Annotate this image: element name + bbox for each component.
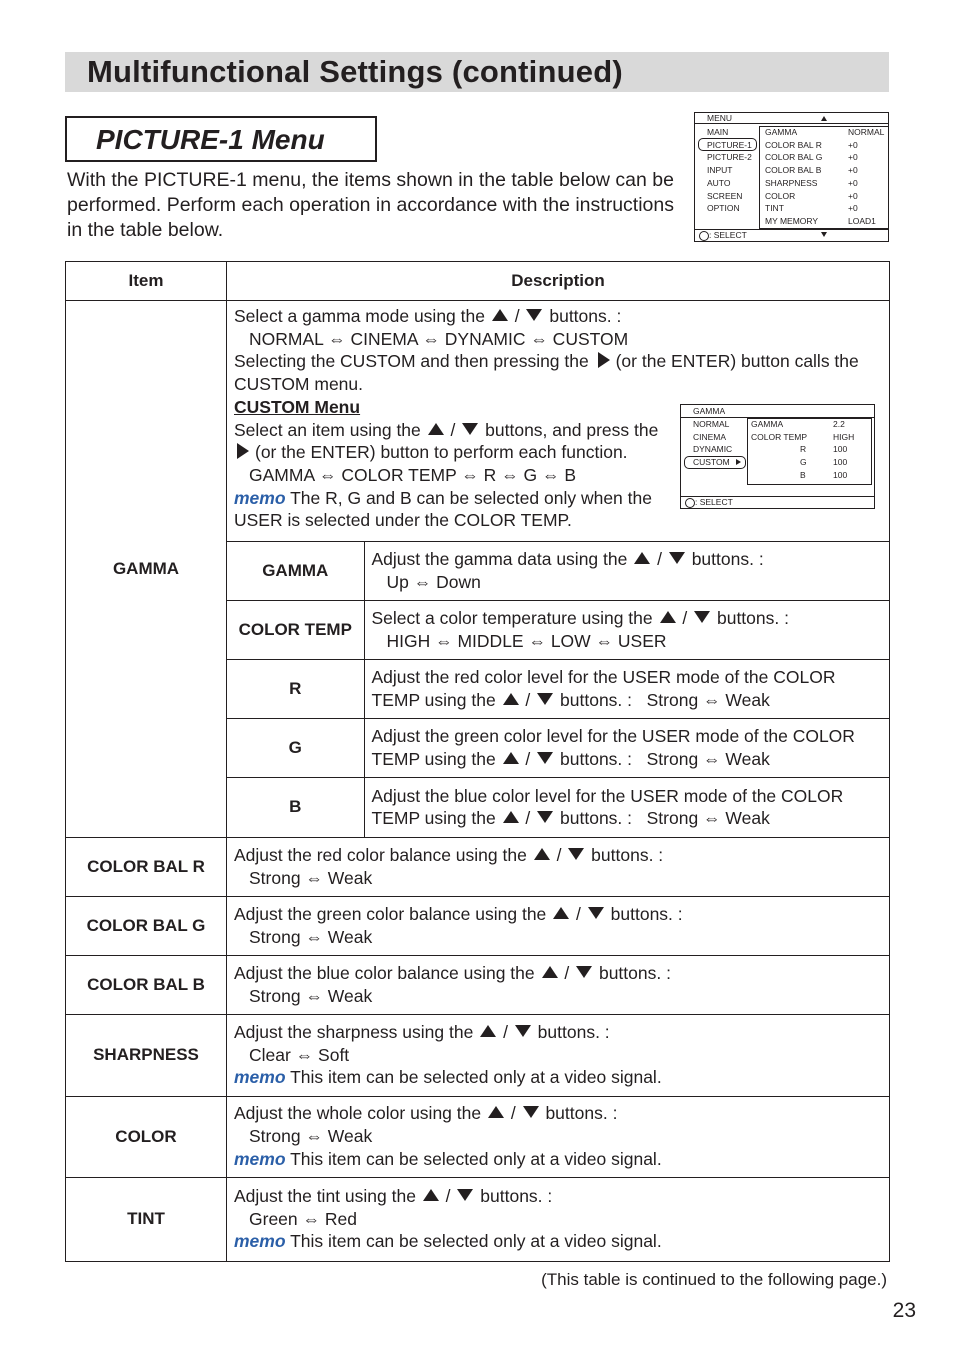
table-row xyxy=(66,837,890,896)
item-label: SHARPNESS xyxy=(66,1014,227,1096)
osd-gamma-right-value: 100 xyxy=(833,444,848,455)
sub-item-description: Adjust the gamma data using the / buttons. : Up ⇔ Down xyxy=(364,542,889,601)
osd-menu-footer-text: : SELECT xyxy=(709,230,747,240)
osd-menu-image xyxy=(694,112,889,242)
osd-gamma-right-value: 2.2 xyxy=(833,419,845,429)
osd-gamma-right-label: GAMMA xyxy=(751,419,784,429)
osd-menu-header xyxy=(695,113,888,124)
item-description: Adjust the green color balance using the / buttons. : Strong ⇔ Weak xyxy=(227,896,890,955)
osd-menu-right-label: GAMMA xyxy=(765,127,798,137)
down-arrow-icon xyxy=(694,611,710,623)
sub-item-description: Adjust the blue color level for the USER mode of the COLOR TEMP using the / buttons. : Strong ⇔ Weak xyxy=(364,778,889,837)
select-icon xyxy=(685,498,695,508)
osd-menu-right-value: +0 xyxy=(848,139,858,150)
osd-menu-right-value: +0 xyxy=(848,203,858,214)
up-arrow-icon xyxy=(423,1189,439,1201)
custom-items: GAMMA ⇔ COLOR TEMP ⇔ R ⇔ G ⇔ B xyxy=(249,464,577,485)
sub-item-description: Adjust the red color level for the USER mode of the COLOR TEMP using the / buttons. : Strong ⇔ Weak xyxy=(364,660,889,719)
up-arrow-icon xyxy=(542,966,558,978)
continued-note: (This table is continued to the following page.) xyxy=(541,1270,887,1289)
osd-menu-title: MENU xyxy=(707,113,733,123)
osd-gamma-right-value: 100 xyxy=(833,469,848,480)
up-arrow-icon xyxy=(534,848,550,860)
gamma-sub-row xyxy=(227,778,889,837)
osd-gamma-header xyxy=(681,405,874,418)
sub-item-label: GAMMA xyxy=(227,542,364,601)
column-header-item: Item xyxy=(66,262,227,301)
down-arrow-icon xyxy=(537,811,553,823)
down-arrow-icon xyxy=(537,752,553,764)
item-label: COLOR BAL G xyxy=(66,896,227,955)
osd-menu-left-item: INPUT xyxy=(707,165,733,176)
down-arrow-icon xyxy=(462,423,478,435)
table-row xyxy=(66,1014,890,1096)
right-arrow-icon xyxy=(598,352,610,368)
gamma-line-5: Select an item using the / buttons, and press the xyxy=(234,419,659,440)
table-row xyxy=(66,896,890,955)
page-title: Multifunctional Settings (continued) xyxy=(87,54,623,89)
sub-item-description: Select a color temperature using the / buttons. : HIGH ⇔ MIDDLE ⇔ LOW ⇔ USER xyxy=(364,601,889,660)
osd-menu-right-value: +0 xyxy=(848,165,858,176)
gamma-modes: NORMAL ⇔ CINEMA ⇔ DYNAMIC ⇔ CUSTOM xyxy=(249,328,629,349)
item-label: TINT xyxy=(66,1177,227,1261)
sub-item-label: R xyxy=(227,660,364,719)
down-arrow-icon xyxy=(669,552,685,564)
down-arrow-icon xyxy=(457,1189,473,1201)
osd-menu-right-label: COLOR BAL B xyxy=(765,165,822,176)
gamma-line-6: (or the ENTER) button to perform each function. xyxy=(234,442,628,462)
gamma-sub-row xyxy=(227,542,889,601)
table-row xyxy=(66,955,890,1014)
item-description: Adjust the whole color using the / buttons. : Strong ⇔ Weak memo This item can be selected only at a video signal. xyxy=(227,1096,890,1177)
intro-paragraph: With the PICTURE-1 menu, the items shown in the table below can be performed. Perform each operation in accordance with the instructions in the table below. xyxy=(67,169,674,241)
up-arrow-icon xyxy=(488,1106,504,1118)
osd-gamma-right-label: G xyxy=(800,457,807,468)
up-arrow-icon xyxy=(492,309,508,321)
osd-gamma-title: GAMMA xyxy=(693,406,726,416)
osd-menu-right-value: +0 xyxy=(848,190,858,201)
gamma-line-1: Select a gamma mode using the / buttons. : xyxy=(234,306,622,326)
osd-gamma-left-item: CUSTOM xyxy=(693,457,730,468)
osd-menu-footer xyxy=(695,229,888,241)
osd-gamma-right-label: B xyxy=(800,469,806,480)
sub-item-label: B xyxy=(227,778,364,837)
up-arrow-icon xyxy=(503,811,519,823)
gamma-memo: memo The R, G and B can be selected only when the USER is selected under the COLOR TEMP. xyxy=(234,487,652,531)
osd-menu-left-item: PICTURE-2 xyxy=(707,152,752,163)
item-label: COLOR BAL B xyxy=(66,955,227,1014)
osd-gamma-left-item: CINEMA xyxy=(693,431,727,442)
section-title: PICTURE-1 Menu xyxy=(96,124,325,155)
right-arrow-icon xyxy=(237,443,249,459)
item-description: Adjust the blue color balance using the / buttons. : Strong ⇔ Weak xyxy=(227,955,890,1014)
gamma-description-cell xyxy=(227,301,890,838)
up-arrow-icon xyxy=(480,1025,496,1037)
title-bar xyxy=(65,52,889,92)
gamma-sub-row xyxy=(227,660,889,719)
up-arrow-icon xyxy=(503,752,519,764)
gamma-sub-row xyxy=(227,601,889,660)
scroll-down-icon xyxy=(821,232,827,237)
up-arrow-icon xyxy=(428,423,444,435)
osd-menu-left-item: AUTO xyxy=(707,177,731,188)
osd-gamma-image xyxy=(680,404,875,509)
page-number: 23 xyxy=(892,1299,916,1322)
gamma-sub-table xyxy=(227,541,889,837)
item-description: Adjust the red color balance using the / buttons. : Strong ⇔ Weak xyxy=(227,837,890,896)
down-arrow-icon xyxy=(526,309,542,321)
item-label: COLOR xyxy=(66,1096,227,1177)
picture1-table xyxy=(65,261,890,1262)
down-arrow-icon xyxy=(515,1025,531,1037)
right-arrow-icon xyxy=(736,459,741,465)
up-arrow-icon xyxy=(660,611,676,623)
osd-gamma-right-label: R xyxy=(800,444,807,455)
up-arrow-icon xyxy=(503,693,519,705)
osd-menu-right-label: SHARPNESS xyxy=(765,177,818,188)
item-gamma: GAMMA xyxy=(66,301,227,838)
gamma-line-3: Selecting the CUSTOM and then pressing the (or the ENTER) button calls the CUSTOM menu. xyxy=(234,351,859,395)
osd-menu-right-label: MY MEMORY xyxy=(765,215,819,226)
up-arrow-icon xyxy=(634,552,650,564)
item-label: COLOR BAL R xyxy=(66,837,227,896)
gamma-sub-row xyxy=(227,719,889,778)
osd-menu-right-value: LOAD1 xyxy=(848,215,876,226)
down-arrow-icon xyxy=(523,1106,539,1118)
osd-menu-right-value: +0 xyxy=(848,177,858,188)
gamma-description xyxy=(227,301,889,541)
item-description: Adjust the tint using the / buttons. : Green ⇔ Red memo This item can be selected only at a video signal. xyxy=(227,1177,890,1261)
osd-menu-right-label: COLOR BAL G xyxy=(765,152,823,163)
table-header-row xyxy=(66,262,890,301)
osd-gamma-right-value: 100 xyxy=(833,457,848,468)
sub-item-description: Adjust the green color level for the USER mode of the COLOR TEMP using the / buttons. : Strong ⇔ Weak xyxy=(364,719,889,778)
sub-item-label: G xyxy=(227,719,364,778)
osd-menu-left-item: MAIN xyxy=(707,127,729,137)
osd-gamma-footer xyxy=(681,496,874,508)
down-arrow-icon xyxy=(537,693,553,705)
osd-menu-right-value: +0 xyxy=(848,152,858,163)
up-arrow-icon xyxy=(553,907,569,919)
table-row xyxy=(66,1096,890,1177)
down-arrow-icon xyxy=(588,907,604,919)
osd-gamma-footer-text: : SELECT xyxy=(695,497,733,507)
section-heading-box xyxy=(65,116,377,162)
table-row xyxy=(66,1177,890,1261)
osd-gamma-right-value: HIGH xyxy=(833,431,855,442)
select-icon xyxy=(699,231,709,241)
column-header-description: Description xyxy=(227,262,890,301)
item-description: Adjust the sharpness using the / buttons. : Clear ⇔ Soft memo This item can be selected only at a video signal. xyxy=(227,1014,890,1096)
osd-menu-right-value: NORMAL xyxy=(848,127,885,137)
osd-menu-left-item: OPTION xyxy=(707,203,740,214)
down-arrow-icon xyxy=(568,848,584,860)
osd-menu-right-label: COLOR xyxy=(765,190,796,201)
custom-menu-heading: CUSTOM Menu xyxy=(234,396,361,417)
table-row-gamma xyxy=(66,301,890,838)
osd-gamma-left-item: DYNAMIC xyxy=(693,444,733,455)
sub-item-label: COLOR TEMP xyxy=(227,601,364,660)
osd-gamma-right-label: COLOR TEMP xyxy=(751,431,808,442)
down-arrow-icon xyxy=(576,966,592,978)
osd-menu-right-label: COLOR BAL R xyxy=(765,139,822,150)
osd-menu-left-item: PICTURE-1 xyxy=(707,139,752,150)
osd-menu-left-item: SCREEN xyxy=(707,190,743,201)
osd-gamma-left-item: NORMAL xyxy=(693,419,730,429)
osd-menu-right-label: TINT xyxy=(765,203,784,214)
scroll-up-icon xyxy=(821,116,827,121)
